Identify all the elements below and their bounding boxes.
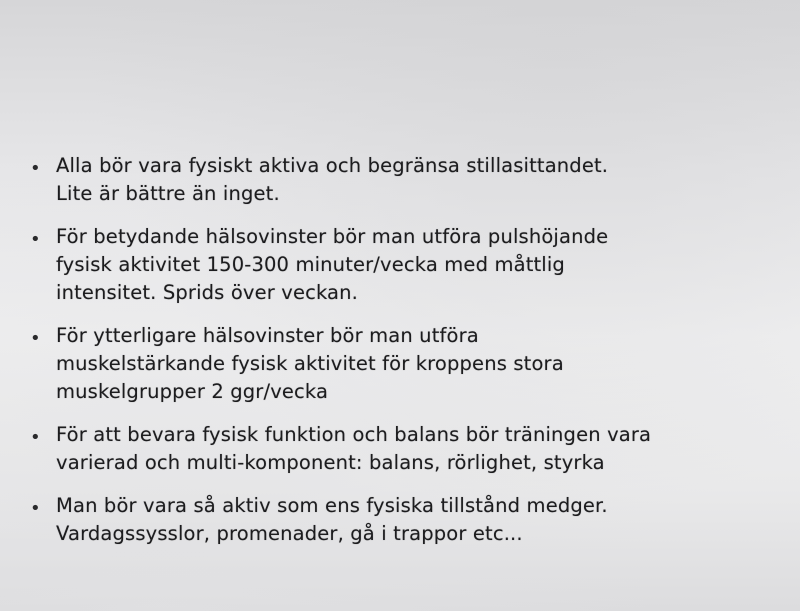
bullet-text-line: varierad och multi-komponent: balans, rörlighet, styrka	[56, 451, 605, 474]
bullet-item-1	[30, 152, 770, 208]
bullet-point-icon: •	[30, 229, 41, 250]
bullet-text-line: För ytterligare hälsovinster bör man utföra	[56, 324, 479, 347]
bullet-text-line: muskelgrupper 2 ggr/vecka	[56, 380, 329, 403]
bullet-item-4	[30, 421, 770, 477]
bullet-text-line: Alla bör vara fysiskt aktiva och begränsa stillasittandet.	[56, 154, 609, 177]
bullet-item-2	[30, 223, 770, 307]
bullet-text-line: fysisk aktivitet 150-300 minuter/vecka med måttlig	[56, 253, 565, 276]
bullet-text-line: intensitet. Sprids över veckan.	[56, 281, 359, 304]
bullet-text-line: För betydande hälsovinster bör man utföra pulshöjande	[56, 225, 609, 248]
bullet-text-line: muskelstärkande fysisk aktivitet för kroppens stora	[56, 352, 564, 375]
bullet-text-line: För att bevara fysisk funktion och balans bör träningen vara	[56, 423, 652, 446]
bullet-point-icon: •	[30, 427, 41, 448]
bullet-item-5	[30, 492, 770, 548]
bullet-point-icon: •	[30, 498, 41, 519]
bullet-point-icon: •	[30, 328, 41, 349]
bullet-text-line: Lite är bättre än inget.	[56, 182, 280, 205]
bullet-text-line: Vardagssysslor, promenader, gå i trappor etc...	[56, 522, 523, 545]
bullet-list	[30, 152, 770, 563]
bullet-item-3	[30, 322, 770, 406]
bullet-text-line: Man bör vara så aktiv som ens fysiska tillstånd medger.	[56, 494, 608, 517]
bullet-point-icon: •	[30, 158, 41, 179]
